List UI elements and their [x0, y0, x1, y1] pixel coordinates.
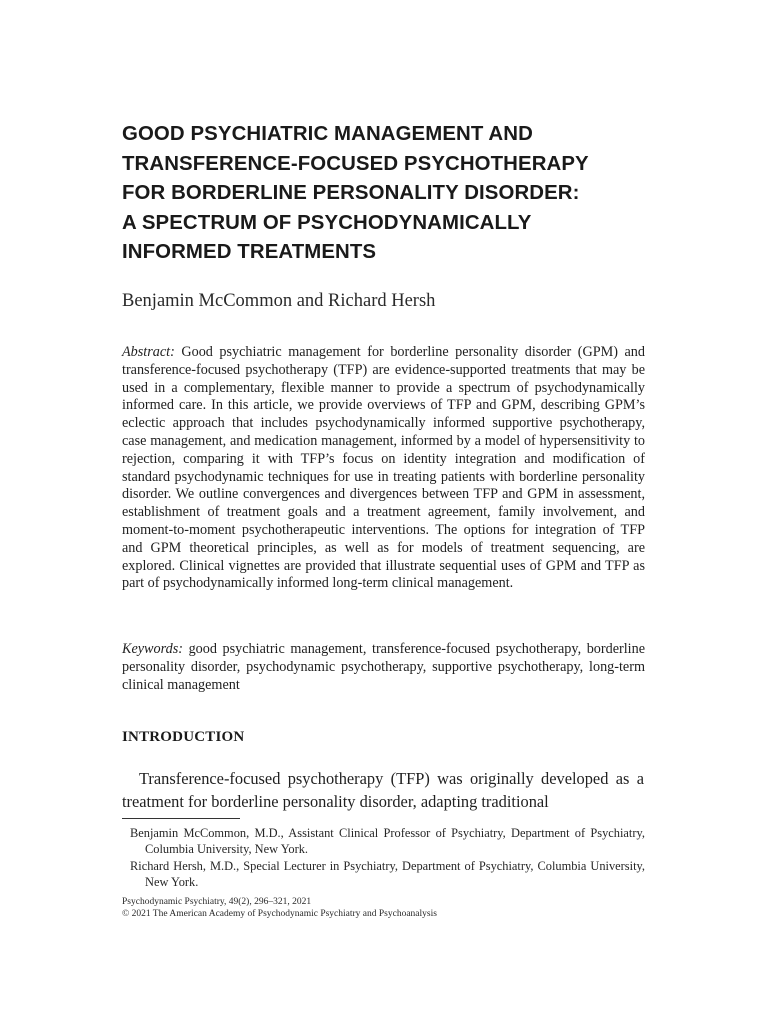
journal-citation: [122, 896, 642, 920]
footnote-divider: [122, 818, 240, 819]
journal-reference: Psychodynamic Psychiatry, 49(2), 296–321, 2021: [122, 897, 312, 907]
abstract-text: Good psychiatric management for borderline personality disorder (GPM) and transference-focused psychotherapy (TFP) are evidence-supported treatments that may be used in a complementary, flexible manner to provide a spectrum of psychodynamically informed care. In this article, we provide overviews of TFP and GPM, describing GPM’s eclectic approach that includes psychodynamically informed supportive psychotherapy, case management, and medication management, informed by a model of hypersensitivity to rejection, comparing it with TFP’s focus on identity integration and modification of standard psychodynamic techniques for use in treating patients with borderline personality disorder. We outline convergences and divergences between TFP and GPM in assessment, establishment of treatment goals and a treatment agreement, family involvement, and moment-to-moment psychotherapeutic interventions. The options for integration of TFP and GPM theoretical principles, as well as for models of treatment sequencing, are explored. Clinical vignettes are provided that illustrate sequential uses of GPM and TFP as part of psychodynamically informed long-term clinical management.: [122, 344, 645, 592]
keywords-label: Keywords:: [122, 641, 183, 657]
article-title: [122, 120, 652, 268]
section-heading-introduction: INTRODUCTION: [122, 729, 245, 745]
footnote-author-1: Benjamin McCommon, M.D., Assistant Clinical Professor of Psychiatry, Department of Psychiatry, Columbia University, New York.: [130, 826, 645, 857]
title-line: GOOD PSYCHIATRIC MANAGEMENT AND: [122, 123, 533, 145]
keywords-paragraph: [122, 641, 645, 694]
title-line: FOR BORDERLINE PERSONALITY DISORDER:: [122, 182, 580, 204]
abstract-paragraph: [122, 344, 645, 593]
author-list: Benjamin McCommon and Richard Hersh: [122, 291, 436, 311]
title-line: INFORMED TREATMENTS: [122, 241, 377, 263]
footnotes: [130, 825, 645, 890]
keywords-text: good psychiatric management, transference-focused psychotherapy, borderline personality disorder, psychodynamic psychotherapy, supportive psychotherapy, long-term clinical management: [122, 641, 646, 693]
title-line: A SPECTRUM OF PSYCHODYNAMICALLY: [122, 211, 532, 234]
footnote-author-2: Richard Hersh, M.D., Special Lecturer in Psychiatry, Department of Psychiatry, Columbia University, New York.: [130, 858, 645, 889]
copyright-notice: © 2021 The American Academy of Psychodynamic Psychiatry and Psychoanalysis: [122, 909, 437, 919]
body-paragraph: Transference-focused psychotherapy (TFP) was originally developed as a treatment for borderline personality disorder, adapting traditional: [122, 769, 644, 811]
title-line: TRANSFERENCE-FOCUSED PSYCHOTHERAPY: [122, 152, 589, 175]
abstract-label: Abstract:: [122, 344, 175, 360]
